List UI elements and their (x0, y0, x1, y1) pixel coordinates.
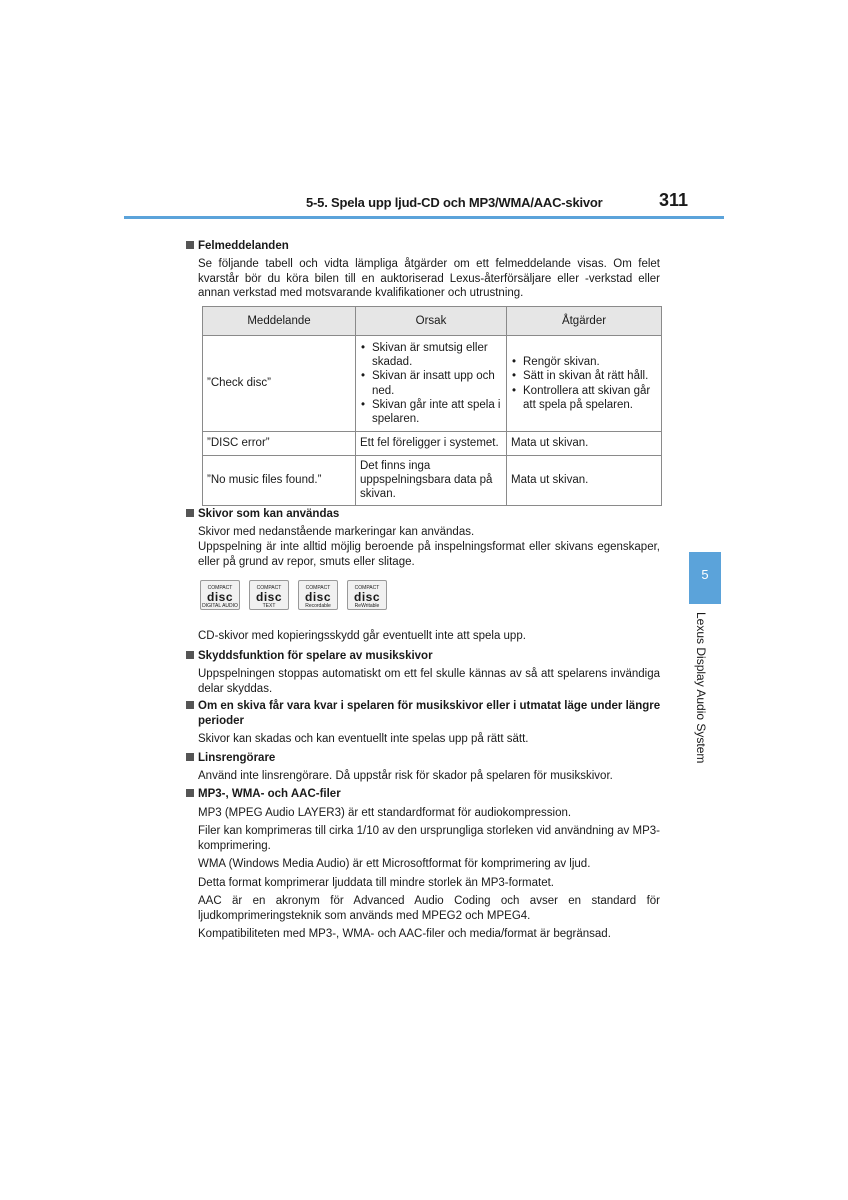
compact-disc-recordable-logo-icon: COMPACT disc Recordable (298, 580, 338, 610)
skivor-line1: Skivor med nedanstående markeringar kan användas. (198, 526, 475, 538)
bullet-square-icon (186, 789, 194, 797)
table-cell-cause (356, 336, 507, 432)
disc-logos-row (200, 580, 396, 610)
section-heading-skydd: Skyddsfunktion för spelare av musikskivor (186, 649, 666, 664)
skivor-line2: Uppspelning är inte alltid möjlig beroende på inspelningsformat eller skivans egenskaper, eller på grund av repor, smuts eller slitage. (198, 541, 660, 568)
list-item: • Skivan är smutsig eller skadad. (360, 341, 502, 369)
mp3-p3: WMA (Windows Media Audio) är ett Microsoftformat för komprimering av ljud. (198, 858, 591, 870)
list-item: • Skivan går inte att spela i spelaren. (360, 398, 502, 426)
skivor-note: CD-skivor med kopieringsskydd går eventuellt inte att spela upp. (198, 630, 526, 642)
skydd-text: Uppspelningen stoppas automatiskt om ett fel skulle kännas av så att spelarens invändiga delar skyddas. (198, 668, 660, 695)
list-item: • Rengör skivan. (511, 355, 657, 369)
compact-disc-text-logo-icon: COMPACT disc TEXT (249, 580, 289, 610)
mp3-p1: MP3 (MPEG Audio LAYER3) är ett standardformat för audiokompression. (198, 807, 572, 819)
header-divider (124, 216, 724, 219)
list-item: • Sätt in skivan åt rätt håll. (511, 369, 657, 383)
error-message-table (202, 306, 662, 506)
table-row (203, 456, 662, 506)
bullet-square-icon (186, 701, 194, 709)
list-item: • Kontrollera att skivan går att spela på spelaren. (511, 384, 657, 412)
bullet-square-icon (186, 753, 194, 761)
table-row (203, 336, 662, 432)
list-item: • Skivan är insatt upp och ned. (360, 369, 502, 397)
table-header-action: Åtgärder (507, 307, 662, 336)
bullet-square-icon (186, 651, 194, 659)
mp3-p4: Detta format komprimerar ljuddata till mindre storlek än MP3-formatet. (198, 877, 554, 889)
bullet-square-icon (186, 241, 194, 249)
table-cell-action: Mata ut skivan. (507, 456, 662, 506)
page-number: 311 (659, 190, 689, 210)
compact-disc-digital-audio-logo-icon: COMPACT disc DIGITAL AUDIO (200, 580, 240, 610)
section-heading-felmeddelanden: Felmeddelanden (186, 239, 666, 254)
bullet-square-icon (186, 509, 194, 517)
table-cell-cause: Ett fel föreligger i systemet. (356, 432, 507, 456)
section-heading-lins: Linsrengörare (186, 751, 666, 766)
page-header-title: 5-5. Spela upp ljud-CD och MP3/WMA/AAC-skivor (306, 195, 603, 210)
lins-text: Använd inte linsrengörare. Då uppstår risk för skador på spelaren för musikskivor. (198, 770, 613, 782)
table-cell-cause: Det finns inga uppspelningsbara data på skivan. (356, 456, 507, 506)
table-row (203, 432, 662, 456)
table-header-message: Meddelande (203, 307, 356, 336)
table-header-cause: Orsak (356, 307, 507, 336)
felmeddelanden-text: Se följande tabell och vidta lämpliga åtgärder om ett felmeddelande visas. Om felet kvarstår bör du köra bilen till en auktoriserad Lexus-återförsäljare eller -verkstad eller annan verkstad med motsvarande kvalifikationer och utrustning. (198, 258, 660, 299)
table-cell-message: ”Check disc” (203, 336, 356, 432)
mp3-p2: Filer kan komprimeras till cirka 1/10 av den ursprungliga storleken vid användning av MP3-komprimering. (198, 825, 660, 852)
chapter-side-label: Lexus Display Audio System (694, 612, 708, 764)
table-cell-action: Mata ut skivan. (507, 432, 662, 456)
kvar-text: Skivor kan skadas och kan eventuellt inte spelas upp på rätt sätt. (198, 733, 529, 745)
mp3-p5: AAC är en akronym för Advanced Audio Coding och avser en standard för ljudkomprimeringsteknik som används med MPEG2 och MPEG4. (198, 895, 660, 922)
section-heading-skivor: Skivor som kan användas (186, 507, 666, 522)
section-heading-mp3: MP3-, WMA- och AAC-filer (186, 787, 666, 802)
mp3-p6: Kompatibiliteten med MP3-, WMA- och AAC-filer och media/format är begränsad. (198, 928, 611, 940)
chapter-tab[interactable]: 5 (689, 552, 721, 604)
table-cell-message: ”DISC error” (203, 432, 356, 456)
section-heading-kvar: Om en skiva får vara kvar i spelaren för musikskivor eller i utmatat läge under längre perioder (186, 699, 674, 729)
table-cell-message: ”No music files found.” (203, 456, 356, 506)
table-cell-action (507, 336, 662, 432)
compact-disc-rewritable-logo-icon: COMPACT disc ReWritable (347, 580, 387, 610)
